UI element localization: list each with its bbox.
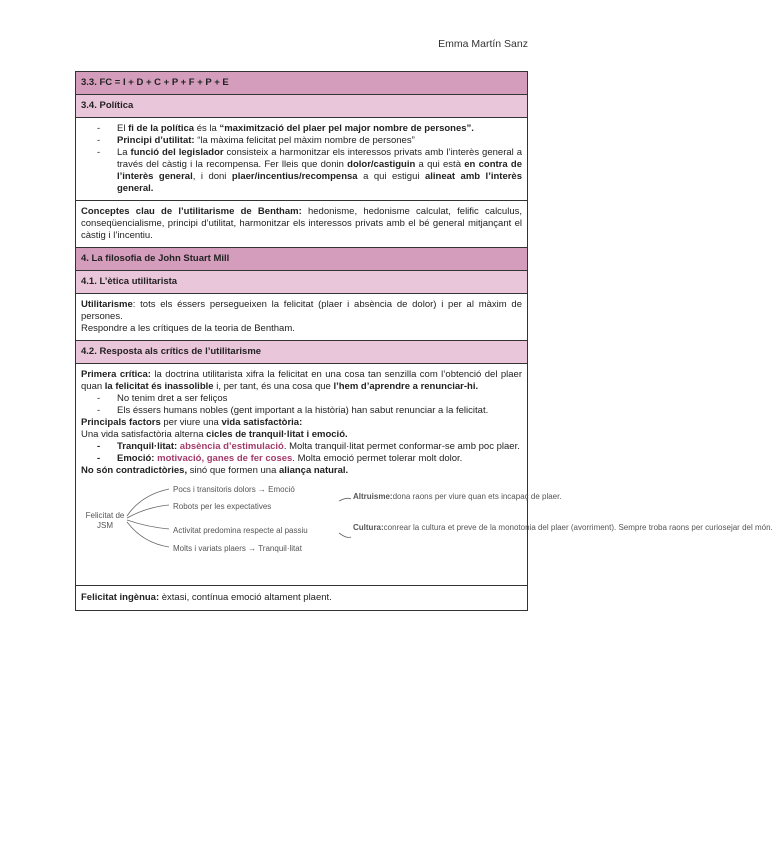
list-item: - Tranquil·litat: absència d’estimulació. Molta tranquil·litat permet conformar-se amb poc plaer. bbox=[97, 441, 520, 452]
factors-list bbox=[81, 441, 522, 465]
critica-list bbox=[81, 393, 522, 417]
felicitat-diagram bbox=[81, 477, 773, 581]
diagram-note-altruisme: Altruisme: dona raons per viure quan ets incapaç de plaer. bbox=[353, 492, 562, 501]
felicitat-ingenua: Felicitat ingènua: èxtasi, contínua emoció altament plaent. bbox=[81, 592, 332, 603]
diagram-branch: Molts i variats plaers → Tranquil·litat bbox=[173, 544, 302, 553]
politica-content bbox=[76, 118, 527, 201]
list-item: - El fi de la política és la “maximització del plaer pel major nombre de persones”. bbox=[97, 123, 474, 134]
list-item: - La funció del legislador consisteix a harmonitzar els interessos privats amb l’interès general a través del càstig i la recompensa. Fer lleis que donin dolor/castiguin a qui està en contra de l’interès general, i doni plaer/incentius/recompensa a qui estigui alineat amb l’interès general. bbox=[97, 147, 522, 194]
diagram-branch: Activitat predomina respecte al passiu bbox=[173, 526, 308, 535]
list-item: - Principi d’utilitat: “la màxima felicitat pel màxim nombre de persones” bbox=[97, 135, 415, 146]
list-item: - Els éssers humans nobles (gent important a la història) han sabut renunciar a la felicitat. bbox=[97, 405, 489, 416]
diagram-note-cultura: Cultura: conrear la cultura et preve de la monotonia del plaer (avorriment). Sempre troba raons per curiosejar del món. bbox=[353, 523, 773, 532]
document-table bbox=[75, 71, 773, 611]
section-4-1-header: 4.1. L’ètica utilitarista bbox=[76, 271, 527, 294]
section-3-4-header: 3.4. Política bbox=[76, 95, 527, 118]
list-item: - No tenim dret a ser feliços bbox=[97, 393, 228, 404]
author-name: Emma Martín Sanz bbox=[438, 38, 528, 50]
resposta-critics-content: Primera crítica: la doctrina utilitarista xifra la felicitat en una cosa tan senzilla com l’obtenció del plaer quan la felicitat és inassolible i, per tant, és una cosa que l’hem d’aprendre a renunciar-hi. - No tenim dret a ser feliços - Els éssers humans nobles (gent important a la història) han sabut renunciar a la felicitat. Principals factors per viure una vida satisfactòria: Una vida satisfactòria alterna cicles de tranquil·litat i emoció. - Tranquil·litat: absència d’estimulació. Molta tranquil·litat permet conformar-se amb poc plaer. - Emoció: motivació, ganes de fer coses. Molta emoció permet tolerar molt dolor. No són contradictòries, sinó que formen una aliança natural. Felicitat de JSM Pocs i transitoris dolors → Emoció Robots per les expectatives Activitat predomina respecte al passiu Molts i variats plaers → Tranquil·litat Altruisme: dona raons per viure quan ets incapaç de plaer. Cultura: conrear la cultura et preve de la monotonia del plaer (avorriment). Sempre troba raons per curiosejar del món. bbox=[76, 364, 527, 586]
bentham-concepts: Conceptes clau de l’utilitarisme de Bentham: hedonisme, hedonisme calculat, felific calculus, conseqüencialisme, principi d’utilitat, harmonitzar els interessos privats amb el bé general mitjançant el càstig i l’incentiu. bbox=[76, 201, 527, 248]
diagram-branch: Robots per les expectatives bbox=[173, 502, 272, 511]
list-item: - Emoció: motivació, ganes de fer coses. Molta emoció permet tolerar molt dolor. bbox=[97, 453, 463, 464]
section-4-header: 4. La filosofia de John Stuart Mill bbox=[76, 248, 527, 271]
diagram-center: Felicitat de JSM bbox=[85, 511, 125, 530]
politica-list bbox=[81, 123, 522, 195]
section-4-2-header: 4.2. Resposta als crítics de l’utilitarisme bbox=[76, 341, 527, 364]
diagram-branch: Pocs i transitoris dolors → Emoció bbox=[173, 485, 295, 494]
etica-utilitarista-content: Utilitarisme: tots els éssers persegueixen la felicitat (plaer i absència de dolor) i per al màxim de persones. Respondre a les crítiques de la teoria de Bentham. bbox=[76, 294, 527, 341]
section-3-3-header: 3.3. FC = I + D + C + P + F + P + E bbox=[76, 72, 527, 95]
